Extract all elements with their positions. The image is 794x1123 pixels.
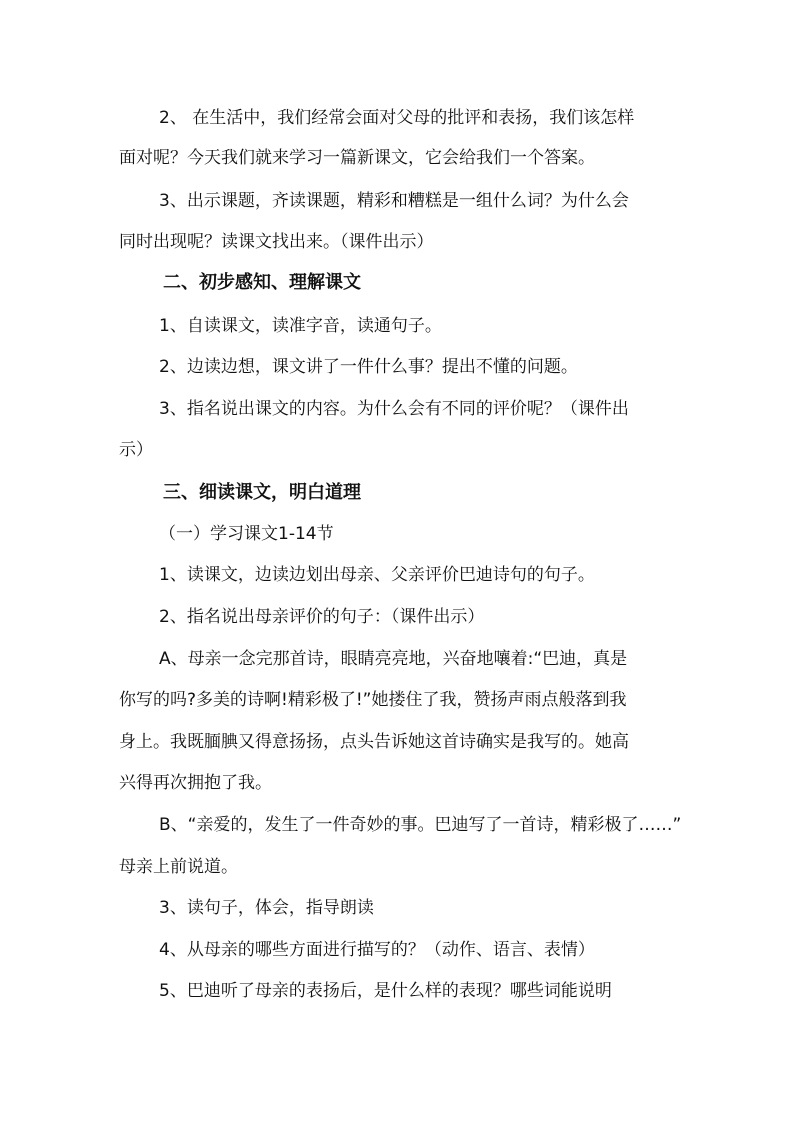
paragraph-line: 2、边读边想，课文讲了一件什么事？提出不懂的问题。 (159, 357, 578, 377)
paragraph-line: 同时出现呢？读课文找出来。（课件出示） (119, 232, 434, 252)
paragraph-line: 4、从母亲的哪些方面进行描写的？（动作、语言、表情） (159, 940, 595, 960)
section-heading: 三、细读课文，明白道理 (163, 482, 361, 503)
paragraph-line: 1、读课文，边读边划出母亲、父亲评价巴迪诗句的句子。 (159, 565, 595, 585)
quote-line: 母亲上前说道。 (119, 857, 238, 877)
paragraph-line: 5、巴迪听了母亲的表扬后，是什么样的表现？哪些词能说明 (159, 981, 612, 1001)
paragraph-line: 1、自读课文，读准字音，读通句子。 (159, 316, 442, 336)
quote-line: A、母亲一念完那首诗，眼睛亮亮地，兴奋地嚷着:“巴迪，真是 (159, 649, 628, 669)
paragraph-line: 2、 在生活中，我们经常会面对父母的批评和表扬，我们该怎样 (159, 108, 635, 128)
paragraph-line: 3、读句子，体会，指导朗读 (159, 898, 374, 918)
paragraph-line: 3、指名说出课文的内容。为什么会有不同的评价呢？（课件出 (159, 399, 629, 419)
paragraph-line: 示） (119, 440, 153, 460)
quote-line: 身上。我既腼腆又得意扬扬，点头告诉她这首诗确实是我写的。她高 (119, 732, 629, 752)
section-heading: 二、初步感知、理解课文 (163, 272, 361, 293)
quote-line: B、“亲爱的，发生了一件奇妙的事。巴迪写了一首诗，精彩极了……” (159, 815, 682, 835)
subsection-heading: （一）学习课文1-14节 (159, 524, 334, 544)
quote-line: 兴得再次拥抱了我。 (119, 773, 272, 793)
paragraph-line: 面对呢？今天我们就来学习一篇新课文，它会给我们一个答案。 (119, 148, 595, 168)
quote-line: 你写的吗?多美的诗啊!精彩极了!”她搂住了我，赞扬声雨点般落到我 (119, 690, 627, 710)
paragraph-line: 3、出示课题，齐读课题，精彩和糟糕是一组什么词？为什么会 (159, 191, 629, 211)
paragraph-line: 2、指名说出母亲评价的句子：（课件出示） (159, 607, 485, 627)
